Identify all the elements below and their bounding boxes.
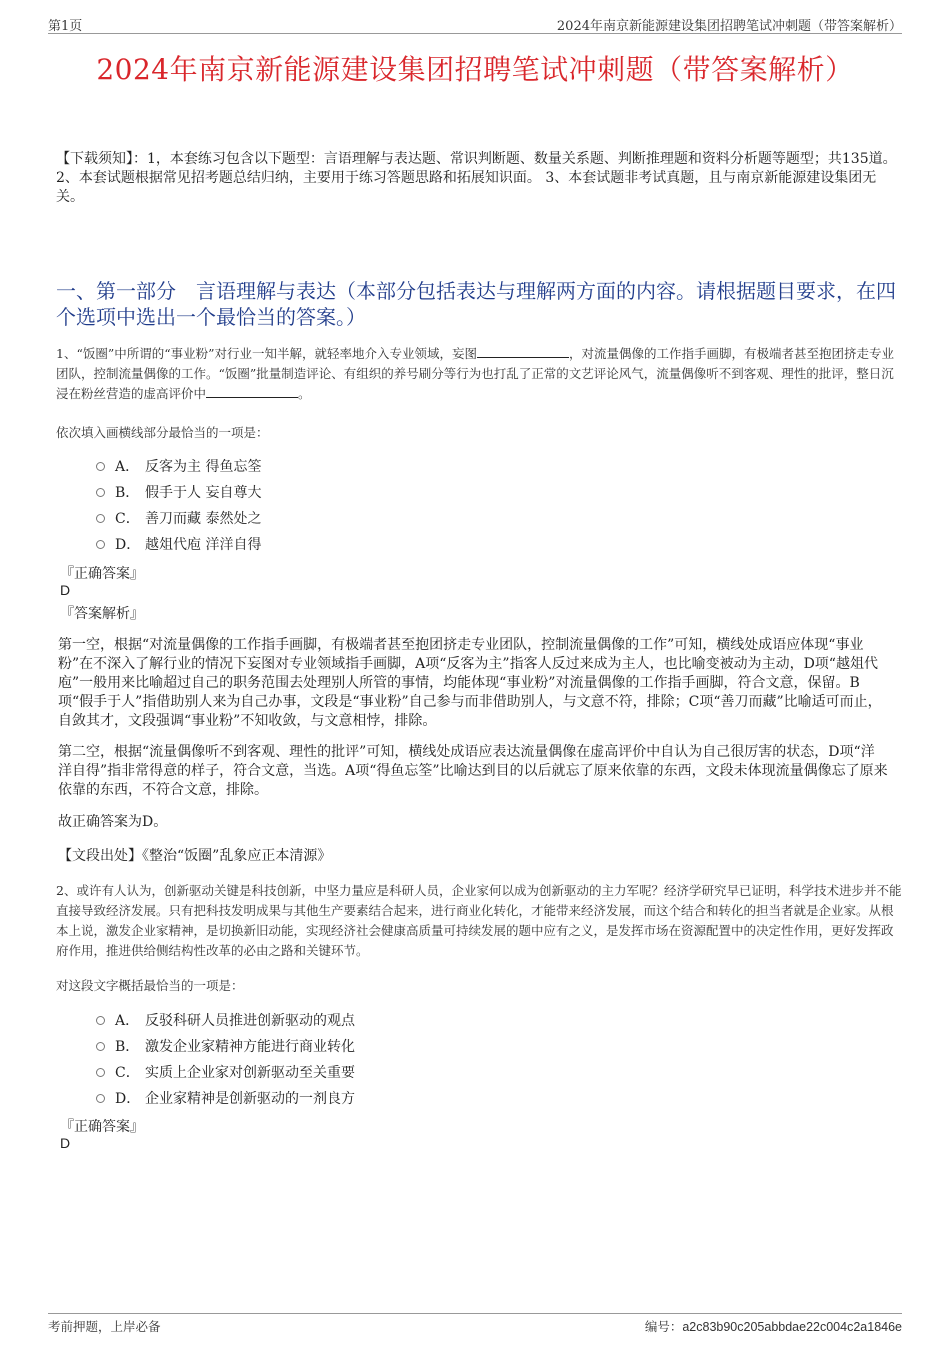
question-2-options bbox=[96, 1007, 355, 1111]
option-d[interactable]: D． 越俎代庖 洋洋自得 bbox=[96, 531, 261, 557]
option-c[interactable]: C． 实质上企业家对创新驱动至关重要 bbox=[96, 1059, 355, 1085]
page-header bbox=[48, 13, 902, 34]
option-c[interactable]: C． 善刀而藏 泰然处之 bbox=[96, 505, 261, 531]
document-title: 2024年南京新能源建设集团招聘笔试冲刺题（带答案解析） bbox=[96, 53, 854, 86]
analysis-paragraph-1: 第一空，根据“对流量偶像的工作指手画脚，有极端者甚至抱团挤走专业团队，控制流量偶像的工作”可知，横线处成语应体现“事业粉”在不深入了解行业的情况下妄图对专业领域指手画脚，A项“反客为主”指客人反过来成为主人，也比喻变被动为主动，D项“越俎代庖”一般用来比喻超过自己的职务范围去处理别人所管的事情，均能体现“事业粉”对流量偶像的工作指手画脚，符合文意，保留。B项“假手于人”指借助别人来为自己办事，文段是“事业粉”自己参与而非借助别人，与文意不符，排除；C项“善刀而藏”比喻适可而止，自敛其才，文段强调“事业粉”不知收敛，与文意相悖，排除。 bbox=[58, 637, 882, 729]
radio-icon[interactable] bbox=[96, 1068, 105, 1077]
radio-icon[interactable] bbox=[96, 1042, 105, 1051]
radio-icon[interactable] bbox=[96, 462, 105, 471]
radio-icon[interactable] bbox=[96, 540, 105, 549]
footer-slogan: 考前押题，上岸必备 bbox=[48, 1319, 161, 1334]
page-number: 第1页 bbox=[48, 19, 83, 34]
answer-blank-2 bbox=[206, 385, 298, 398]
correct-answer-label: 『正确答案』 bbox=[60, 1119, 144, 1135]
option-b[interactable]: B． 假手于人 妄自尊大 bbox=[96, 479, 261, 505]
question-2-prompt: 对这段文字概括最恰当的一项是： bbox=[56, 978, 244, 993]
question-1-options bbox=[96, 453, 261, 557]
section-title: 一、第一部分 言语理解与表达（本部分包括表达与理解两方面的内容。请根据题目要求，在四个选项中选出一个最恰当的答案。） bbox=[56, 279, 896, 329]
radio-icon[interactable] bbox=[96, 1016, 105, 1025]
option-d[interactable]: D． 企业家精神是创新驱动的一剂良方 bbox=[96, 1085, 355, 1111]
correct-answer: D bbox=[60, 582, 71, 598]
answer-blank-1 bbox=[477, 345, 569, 358]
correct-answer-label: 『正确答案』 bbox=[60, 566, 144, 582]
option-a[interactable]: A． 反驳科研人员推进创新驱动的观点 bbox=[96, 1007, 355, 1033]
option-a[interactable]: A． 反客为主 得鱼忘筌 bbox=[96, 453, 261, 479]
radio-icon[interactable] bbox=[96, 514, 105, 523]
radio-icon[interactable] bbox=[96, 488, 105, 497]
analysis-paragraph-2: 第二空，根据“流量偶像听不到客观、理性的批评”可知，横线处成语应表达流量偶像在虚高评价中自认为自己很厉害的状态，D项“洋洋自得”指非常得意的样子，符合文意，当选。A项“得鱼忘筌”比喻达到目的以后就忘了原来依靠的东西，文段未体现流量偶像忘了原来依靠的东西，不符合文意，排除。 bbox=[58, 744, 888, 798]
question-1-text: 1、“饭圈”中所谓的“事业粉”对行业一知半解，就轻率地介入专业领域，妄图 ，对流量偶像的工作指手画脚，有极端者甚至抱团挤走专业团队，控制流量偶像的工作。“饭圈”批量制造评论、有组织的养号刷分等行为也打乱了正常的文艺评论风气，流量偶像听不到客观、理性的批评，整日沉浸在粉丝营造的虚高评价中 。 bbox=[56, 346, 895, 401]
text-source: 【文段出处】《整治“饭圈”乱象应正本清源》 bbox=[58, 848, 332, 864]
analysis-conclusion: 故正确答案为D。 bbox=[58, 814, 168, 830]
footer-code: 编号：a2c83b90c205abbdae22c004c2a1846e bbox=[644, 1319, 902, 1334]
option-b[interactable]: B． 激发企业家精神方能进行商业转化 bbox=[96, 1033, 355, 1059]
header-doc-title: 2024年南京新能源建设集团招聘笔试冲刺题（带答案解析） bbox=[556, 19, 902, 34]
download-notice: 【下载须知】：1，本套练习包含以下题型：言语理解与表达题、常识判断题、数量关系题、判断推理题和资料分析题等题型；共135道。 2、本套试题根据常见招考题总结归纳，主要用于练习答题思路和拓展知识面。 3、本套试题非考试真题，且与南京新能源建设集团无关。 bbox=[56, 151, 897, 205]
radio-icon[interactable] bbox=[96, 1094, 105, 1103]
question-2-text: 2、或许有人认为，创新驱动关键是科技创新，中坚力量应是科研人员，企业家何以成为创新驱动的主力军呢？经济学研究早已证明，科学技术进步并不能直接导致经济发展。只有把科技发明成果与其他生产要素结合起来，进行商业化转化，才能带来经济发展，而这个结合和转化的担当者就是企业家。从根本上说，激发企业家精神，是切换新旧动能，实现经济社会健康高质量可持续发展的题中应有之义，是发挥市场在资源配置中的决定性作用，更好发挥政府作用，推进供给侧结构性改革的必由之路和关键环节。 bbox=[56, 883, 902, 958]
analysis-label: 『答案解析』 bbox=[60, 606, 144, 622]
question-1-prompt: 依次填入画横线部分最恰当的一项是： bbox=[56, 425, 269, 440]
page-footer bbox=[48, 1313, 902, 1338]
correct-answer: D bbox=[60, 1135, 71, 1151]
